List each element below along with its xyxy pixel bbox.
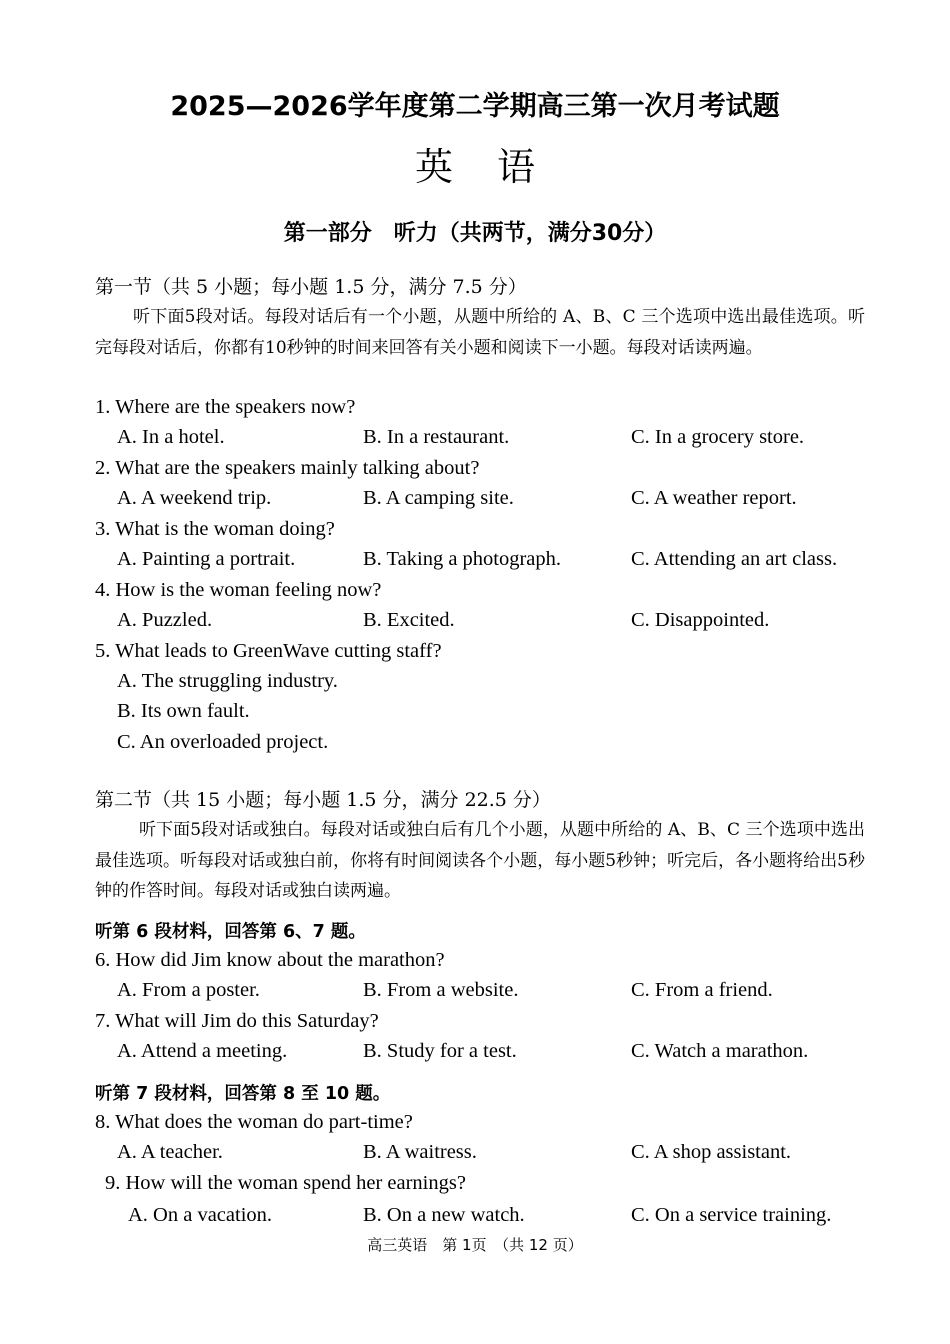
material-label: 听第 7 段材料，回答第 8 至 10 题。 (95, 1084, 391, 1104)
option-c: C. A shop assistant. (631, 1141, 792, 1163)
option-b: B. In a restaurant. (363, 426, 510, 448)
option-c: C. Watch a marathon. (631, 1040, 809, 1062)
option-c: C. A weather report. (631, 487, 797, 509)
exam-title: 2025—2026学年度第二学期高三第一次月考试题 (170, 91, 780, 122)
question-stem: 3. What is the woman doing? (95, 518, 335, 540)
option-c: C. In a grocery store. (631, 426, 805, 448)
question-stem: 5. What leads to GreenWave cutting staff? (95, 640, 442, 662)
question-stem: 9. How will the woman spend her earnings? (105, 1172, 466, 1194)
option-b: B. A camping site. (363, 487, 514, 509)
option-b: B. Its own fault. (117, 700, 250, 722)
part-heading: 第一部分 听力（共两节，满分30分） (283, 221, 667, 246)
question-stem: 2. What are the speakers mainly talking about? (95, 457, 480, 479)
page-footer: 高三英语 第 1页 （共 12 页） (367, 1236, 583, 1254)
material-label: 听第 6 段材料，回答第 6、7 题。 (95, 922, 366, 942)
option-a: A. The struggling industry. (117, 670, 338, 692)
option-a: A. A weekend trip. (117, 487, 272, 509)
option-a: A. Attend a meeting. (117, 1040, 288, 1062)
option-a: A. A teacher. (117, 1141, 223, 1163)
option-a: A. In a hotel. (117, 426, 225, 448)
section1-instructions: 听下面5段对话。每段对话后有一个小题，从题中所给的 A、B、C 三个选项中选出最佳选项。听完每段对话后，你都有10秒钟的时间来回答有关小题和阅读下一小题。每段对话读两遍。 (95, 307, 865, 358)
option-b: B. On a new watch. (363, 1204, 525, 1226)
option-c: C. Disappointed. (631, 609, 770, 631)
option-c: C. Attending an art class. (631, 548, 838, 570)
option-a: A. Puzzled. (117, 609, 213, 631)
option-a: A. From a poster. (117, 979, 260, 1001)
question-stem: 8. What does the woman do part-time? (95, 1111, 413, 1133)
question-stem: 6. How did Jim know about the marathon? (95, 949, 445, 971)
option-b: B. From a website. (363, 979, 519, 1001)
option-b: B. A waitress. (363, 1141, 477, 1163)
option-b: B. Excited. (363, 609, 455, 631)
option-c: C. An overloaded project. (117, 731, 329, 753)
option-b: B. Taking a photograph. (363, 548, 562, 570)
section2-heading: 第二节（共 15 小题；每小题 1.5 分，满分 22.5 分） (95, 789, 551, 811)
option-b: B. Study for a test. (363, 1040, 517, 1062)
option-c: C. From a friend. (631, 979, 773, 1001)
section2-instructions: 听下面5段对话或独白。每段对话或独白后有几个小题，从题中所给的 A、B、C 三个选项中选出最佳选项。听每段对话或独白前，你将有时间阅读各个小题，每小题5秒钟；听完后，各小题将给出5秒钟的作答时间。每段对话或独白读两遍。 (95, 820, 865, 901)
subject-title: 英语 (414, 145, 579, 189)
section1-heading: 第一节（共 5 小题；每小题 1.5 分，满分 7.5 分） (95, 276, 527, 298)
question-stem: 4. How is the woman feeling now? (95, 579, 382, 601)
option-a: A. Painting a portrait. (117, 548, 296, 570)
option-c: C. On a service training. (631, 1204, 832, 1226)
question-stem: 1. Where are the speakers now? (95, 396, 356, 418)
option-a: A. On a vacation. (128, 1204, 273, 1226)
question-stem: 7. What will Jim do this Saturday? (95, 1010, 379, 1032)
